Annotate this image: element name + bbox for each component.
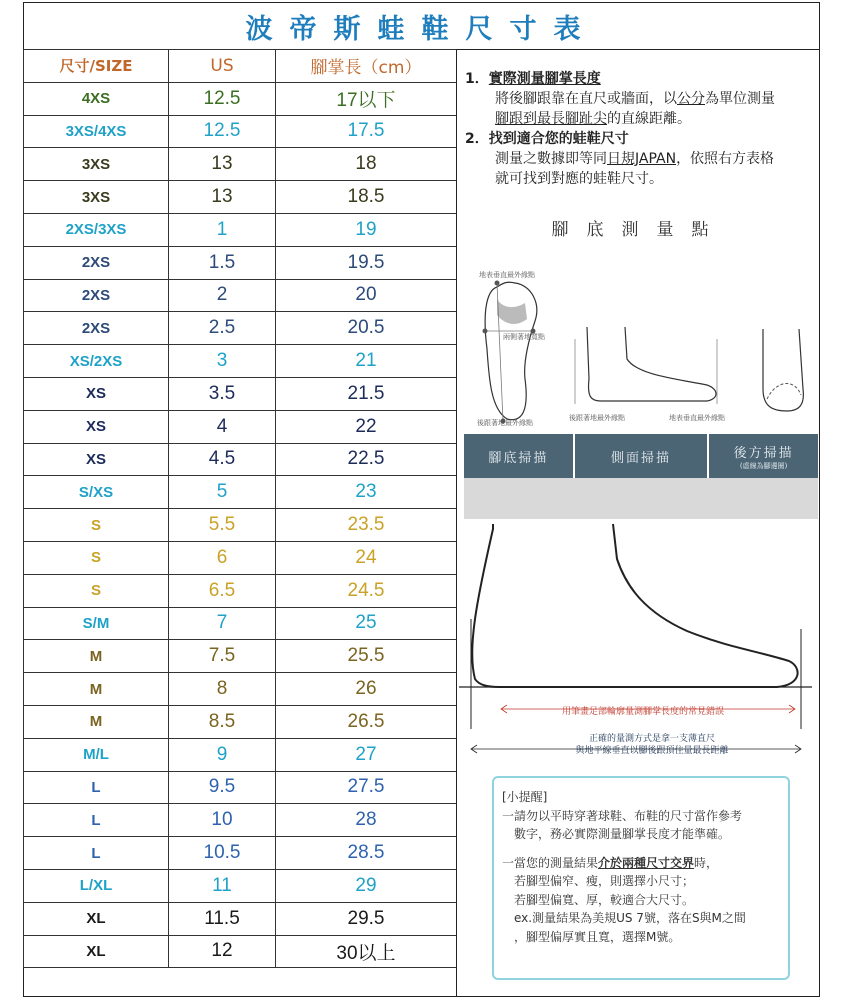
scan-side-label: 側面掃描 xyxy=(575,434,709,478)
us-cell: 11.5 xyxy=(169,902,276,935)
us-cell: 7.5 xyxy=(169,640,276,673)
table-row xyxy=(24,541,457,574)
cm-cell: 28 xyxy=(276,804,457,837)
size-cell: 2XS xyxy=(24,246,169,279)
table-header-row xyxy=(24,50,457,83)
us-cell: 2 xyxy=(169,279,276,312)
size-table-body xyxy=(24,82,457,968)
tips-heading: [小提醒] xyxy=(502,790,548,804)
table-row xyxy=(24,181,457,214)
step2-text-a: 測量之數據即等同 xyxy=(495,151,607,167)
scan-back-note: (虛線為腳邊圈) xyxy=(739,461,788,470)
cm-cell: 21 xyxy=(276,345,457,378)
us-cell: 13 xyxy=(169,148,276,181)
label-side-toe: 地表垂直最外緣點 xyxy=(669,414,725,422)
step1-number: 1． xyxy=(465,71,489,87)
cm-cell: 22 xyxy=(276,410,457,443)
us-cell: 3.5 xyxy=(169,377,276,410)
table-row xyxy=(24,574,457,607)
cm-cell: 30以上 xyxy=(276,935,457,968)
side-foot-diagram xyxy=(557,319,732,419)
us-cell: 12 xyxy=(169,935,276,968)
size-cell: 2XS/3XS xyxy=(24,213,169,246)
us-cell: 5.5 xyxy=(169,509,276,542)
step2-number: 2． xyxy=(465,131,489,147)
cm-cell: 28.5 xyxy=(276,837,457,870)
tip1-line1: 一請勿以平時穿著球鞋、布鞋的尺寸當作參考 xyxy=(502,808,743,823)
size-cell: XL xyxy=(24,935,169,968)
us-cell: 3 xyxy=(169,345,276,378)
gray-band xyxy=(464,478,818,519)
us-cell: 12.5 xyxy=(169,82,276,115)
size-cell: XS xyxy=(24,443,169,476)
table-row xyxy=(24,312,457,345)
cm-cell: 26.5 xyxy=(276,705,457,738)
cm-cell: 22.5 xyxy=(276,443,457,476)
cm-cell: 27.5 xyxy=(276,771,457,804)
back-dashed-line xyxy=(767,383,801,399)
step1-text-b: 為單位測量 xyxy=(705,91,775,107)
size-table xyxy=(23,49,457,968)
sole-outline xyxy=(485,282,537,419)
tip2-line1 xyxy=(502,854,780,873)
header-cm: 腳掌長（cm） xyxy=(276,50,457,83)
size-cell: S xyxy=(24,574,169,607)
size-cell: L xyxy=(24,771,169,804)
us-cell: 10 xyxy=(169,804,276,837)
scan-back-label: 後方掃描 xyxy=(733,445,794,461)
step1-text-c-underline: 腳跟到最長腳趾尖 xyxy=(495,111,607,127)
size-cell: M xyxy=(24,673,169,706)
size-cell: 2XS xyxy=(24,279,169,312)
size-cell: S/M xyxy=(24,607,169,640)
us-cell: 5 xyxy=(169,476,276,509)
tip2-post: 時， xyxy=(694,855,719,870)
header-us: US xyxy=(169,50,276,83)
size-cell: 3XS/4XS xyxy=(24,115,169,148)
step1-heading: 實際測量腳掌長度 xyxy=(488,71,601,87)
tip2-bold: 介於兩種尺寸交界 xyxy=(598,855,695,870)
size-cell: S/XS xyxy=(24,476,169,509)
cm-cell: 29.5 xyxy=(276,902,457,935)
header-size: 尺寸/SIZE xyxy=(24,50,169,83)
cm-cell: 24 xyxy=(276,541,457,574)
step2-text-japan: 日規JAPAN xyxy=(607,151,677,167)
step2-text-b: ，依照右方表格 xyxy=(676,151,775,167)
cm-cell: 17以下 xyxy=(276,82,457,115)
label-side-heel: 後跟著地最外緣點 xyxy=(569,414,625,422)
cm-cell: 23.5 xyxy=(276,509,457,542)
step2-text-c: 就可找到對應的蛙鞋尺寸。 xyxy=(495,171,663,187)
scan-sole-label: 腳底掃描 xyxy=(464,434,575,478)
size-cell: XS xyxy=(24,410,169,443)
us-cell: 2.5 xyxy=(169,312,276,345)
cm-cell: 18 xyxy=(276,148,457,181)
sole-point-top xyxy=(495,281,500,286)
sole-point-left xyxy=(483,329,488,334)
cm-cell: 25.5 xyxy=(276,640,457,673)
table-row xyxy=(24,607,457,640)
us-cell: 8.5 xyxy=(169,705,276,738)
us-cell: 4.5 xyxy=(169,443,276,476)
us-cell: 9 xyxy=(169,738,276,771)
measurement-instructions xyxy=(465,69,817,189)
size-cell: 3XS xyxy=(24,148,169,181)
large-foot-outline xyxy=(472,524,797,687)
foot-length-diagram xyxy=(457,519,821,759)
us-cell: 4 xyxy=(169,410,276,443)
tip1-line2: 數字，務必實際測量腳掌長度才能準確。 xyxy=(514,827,731,841)
table-row xyxy=(24,115,457,148)
cm-cell: 19.5 xyxy=(276,246,457,279)
table-row xyxy=(24,869,457,902)
table-row xyxy=(24,935,457,968)
table-row xyxy=(24,509,457,542)
side-foot-outline xyxy=(587,327,716,401)
correct-method-note-1: 正確的量測方式是拿一支薄直尺 xyxy=(588,734,715,744)
cm-cell: 25 xyxy=(276,607,457,640)
scan-back-cell xyxy=(709,434,818,478)
table-row xyxy=(24,82,457,115)
step1-text-unit: 公分 xyxy=(677,91,705,107)
size-cell: 4XS xyxy=(24,82,169,115)
tip2-line4: ex.測量結果為美規US 7號，落在S與M之間 xyxy=(514,911,746,925)
size-cell: L xyxy=(24,804,169,837)
wrong-method-note: 用筆畫足部輪廓量測腳掌長度的常見錯誤 xyxy=(562,707,725,717)
correct-method-note-2: 與地平線垂直以腳後跟頂住量最長距離 xyxy=(575,746,729,756)
us-cell: 7 xyxy=(169,607,276,640)
back-foot-outline xyxy=(763,329,803,411)
cm-cell: 21.5 xyxy=(276,377,457,410)
table-row xyxy=(24,443,457,476)
tips-box xyxy=(492,776,790,980)
table-row xyxy=(24,279,457,312)
table-row xyxy=(24,640,457,673)
us-cell: 9.5 xyxy=(169,771,276,804)
cm-cell: 20 xyxy=(276,279,457,312)
label-width-point: 兩側著地寬點 xyxy=(503,333,545,341)
label-heel-point: 後跟著地最外緣點 xyxy=(477,419,533,427)
us-cell: 6 xyxy=(169,541,276,574)
scan-type-bar xyxy=(464,434,818,478)
us-cell: 10.5 xyxy=(169,837,276,870)
tip2-line5: ，腳型偏厚實且寬，選擇M號。 xyxy=(514,929,681,944)
table-row xyxy=(24,148,457,181)
us-cell: 13 xyxy=(169,181,276,214)
table-row xyxy=(24,804,457,837)
us-cell: 12.5 xyxy=(169,115,276,148)
step1-text-a: 將後腳跟靠在直尺或牆面，以 xyxy=(495,91,677,107)
table-row xyxy=(24,213,457,246)
size-cell: M/L xyxy=(24,738,169,771)
us-cell: 8 xyxy=(169,673,276,706)
size-cell: S xyxy=(24,541,169,574)
size-cell: M xyxy=(24,705,169,738)
label-top-point: 地表垂直最外緣點 xyxy=(479,271,535,279)
cm-cell: 20.5 xyxy=(276,312,457,345)
cm-cell: 29 xyxy=(276,869,457,902)
us-cell: 11 xyxy=(169,869,276,902)
table-row xyxy=(24,476,457,509)
table-row xyxy=(24,738,457,771)
cm-cell: 19 xyxy=(276,213,457,246)
size-cell: L/XL xyxy=(24,869,169,902)
table-row xyxy=(24,673,457,706)
measure-points-title: 腳底測量點 xyxy=(551,220,727,240)
tip2-line2: 若腳型偏窄、瘦，則選擇小尺寸； xyxy=(514,874,695,888)
cm-cell: 24.5 xyxy=(276,574,457,607)
cm-cell: 26 xyxy=(276,673,457,706)
table-row xyxy=(24,410,457,443)
table-row xyxy=(24,902,457,935)
size-cell: XS xyxy=(24,377,169,410)
back-foot-diagram xyxy=(747,319,817,419)
table-row xyxy=(24,771,457,804)
tip2-line3: 若腳型偏寬、厚，較適合大尺寸。 xyxy=(514,892,695,907)
tip2-pre: 一當您的測量結果 xyxy=(502,855,599,870)
page-title: 波帝斯蛙鞋尺寸表 xyxy=(23,2,820,50)
size-cell: M xyxy=(24,640,169,673)
cm-cell: 27 xyxy=(276,738,457,771)
us-cell: 1.5 xyxy=(169,246,276,279)
instructions-panel xyxy=(456,49,820,997)
step2-heading: 找到適合您的蛙鞋尺寸 xyxy=(488,131,629,147)
table-row xyxy=(24,837,457,870)
us-cell: 6.5 xyxy=(169,574,276,607)
table-row xyxy=(24,246,457,279)
step1-text-c: 的直線距離。 xyxy=(607,111,691,127)
size-cell: S xyxy=(24,509,169,542)
size-cell: XL xyxy=(24,902,169,935)
size-cell: XS/2XS xyxy=(24,345,169,378)
us-cell: 1 xyxy=(169,213,276,246)
cm-cell: 17.5 xyxy=(276,115,457,148)
table-row xyxy=(24,345,457,378)
table-row xyxy=(24,377,457,410)
size-cell: L xyxy=(24,837,169,870)
table-row xyxy=(24,705,457,738)
cm-cell: 18.5 xyxy=(276,181,457,214)
size-cell: 2XS xyxy=(24,312,169,345)
sole-diagram xyxy=(467,269,557,429)
cm-cell: 23 xyxy=(276,476,457,509)
size-cell: 3XS xyxy=(24,181,169,214)
